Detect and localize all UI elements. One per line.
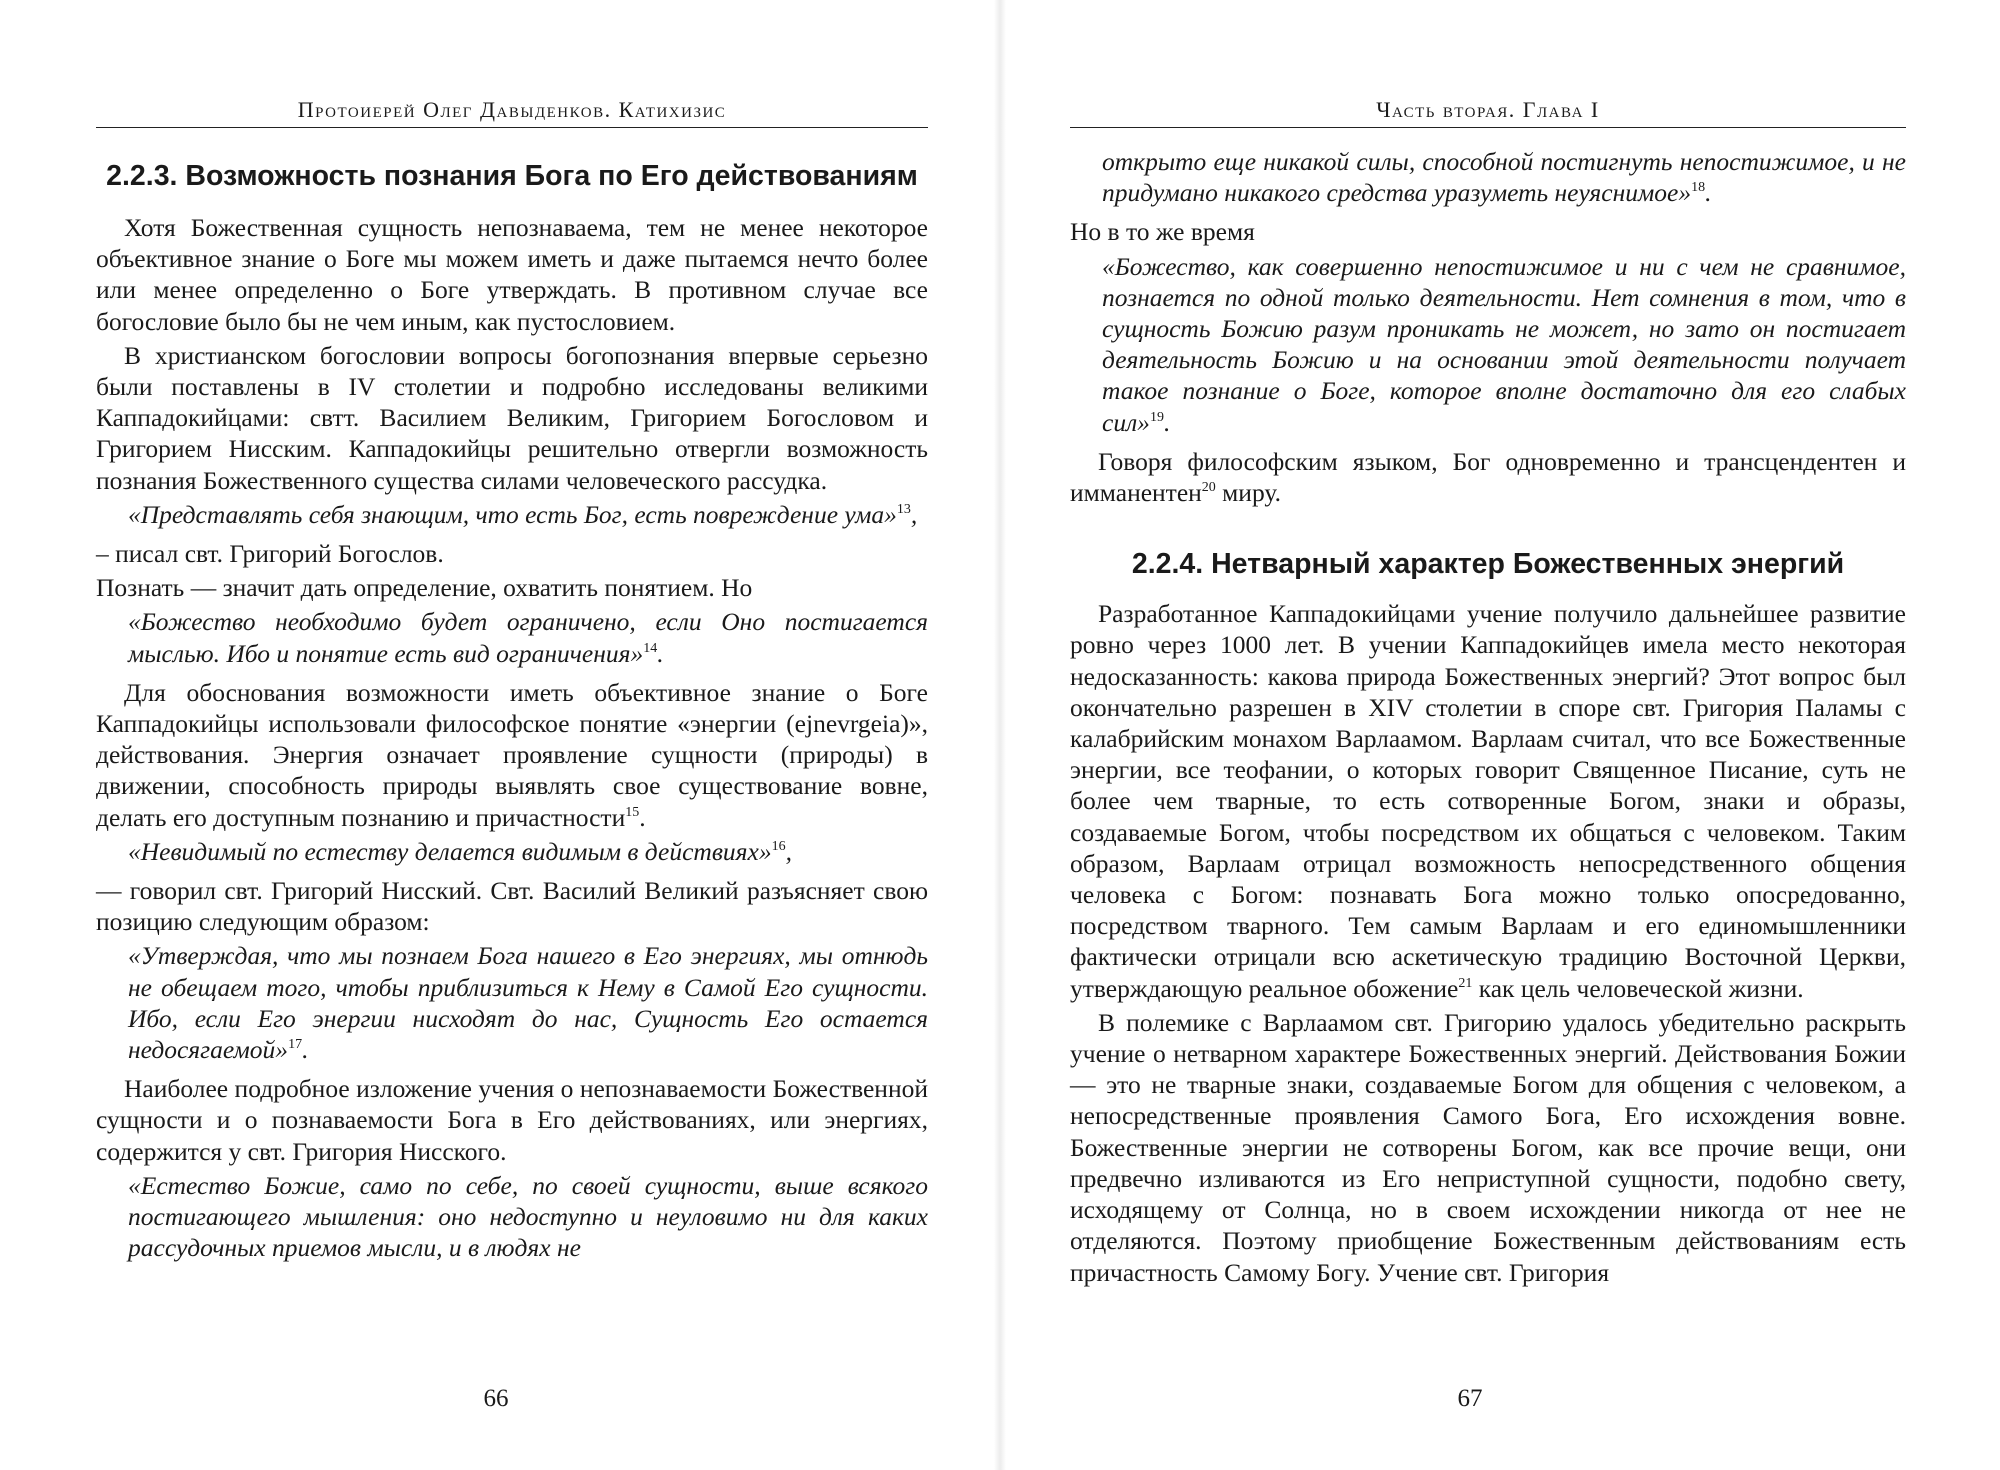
paragraph: В полемике с Варлаамом свт. Григорию удалось убедительно раскрыть учение о нетварном характере Божественных энергий. Действования Божии — это не тварные знаки, создаваемые Богом для общения с человеком, а непосредственные проявления Самого Бога, Его исхождения вовне. Божественные энергии не сотворены Богом, как все прочие вещи, они предвечно изливаются из Его неприступной сущности, подобно свету, исходящему от Солнца, но в своем исхождении никогда от нее не отделяются. Поэтому приобщение Божественным действованиям есть причастность Самому Богу. Учение свт. Григория (1070, 1007, 1906, 1287)
running-head-left: Протоиерей Олег Давыденков. Катихизис (96, 93, 928, 128)
quotation: «Невидимый по естеству делается видимым в действиях»$^{16}$, (128, 836, 792, 866)
right-page (1000, 0, 2000, 1470)
right-page-body (1070, 146, 1906, 1291)
left-page-body (96, 150, 928, 1272)
footnote-ref: 15 (625, 804, 640, 820)
paragraph: Говоря философским языком, Бог одновременно и трансцендентен и имманентен$^{20}$ миру. (1070, 446, 1906, 508)
paragraph: Но в то же время (1070, 217, 1255, 247)
paragraph: Хотя Божественная сущность непознаваема, тем не менее некоторое объективное знание о Боге мы можем иметь и даже пытаемся нечто более или менее определенно о Боге утверждать. В противном случае все богословие было бы не чем иным, как пустословием. (96, 213, 928, 336)
quotation: «Утверждая, что мы познаем Бога нашего в Его энергиях, мы отнюдь не обещаем того, чтобы приблизиться к Нему в Самой Его сущности. Ибо, если Его энергии нисходят до нас, Сущность Его остается недосягаемой»$^{17}$. (128, 941, 928, 1065)
footnote-ref: 18 (1691, 180, 1706, 196)
quotation: «Божество, как совершенно непостижимое и ни с чем не сравнимое, познается по одной только деятельности. Нет сомнения в том, что в сущность Божию разум проникать не может, но зато он постигает деятельность Божию и на основании этой деятельности получает такое познание о Боге, которое вполне достаточно для его слабых сил»$^{19}$. (1102, 251, 1906, 437)
footnote-ref: 19 (1149, 409, 1164, 425)
paragraph: Разработанное Каппадокийцами учение получило дальнейшее развитие ровно через 1000 лет. В учении Каппадокийцев имела место некоторая недосказанность: какова природа Божественных энергий? Этот вопрос был окончательно разрешен в XIV столетии в споре свт. Григория Паламы с калабрийским монахом Варлаамом. Варлаам считал, что все Божественные энергии, все теофании, о которых говорит Священное Писание, суть не более чем тварные, то есть сотворенные Богом, знаки и образы, создаваемые Богом, чтобы посредством их общаться с человеком. Таким образом, Варлаам отрицал возможность непосредственного общения человека с Богом: познавать Бога можно только опосредованно, посредством тварного. Тем самым Варлаам и его единомышленники фактически отрицали всю аскетическую традицию Восточной Церкви, утверждающую реальное обожение$^{21}$ как цель человеческой жизни. (1070, 599, 1906, 1003)
section-heading-2-2-3: 2.2.3. Возможность познания Бога по Его действованиям (106, 160, 918, 192)
footnote-ref: 17 (288, 1037, 303, 1053)
page-number-left: 66 (483, 1385, 509, 1412)
quotation: «Божество необходимо будет ограничено, если Оно постигается мыслью. Ибо и понятие есть вид ограничения»$^{14}$. (128, 607, 928, 668)
running-head-right: Часть вторая. Глава I (1070, 93, 1906, 128)
page-number-right: 67 (1457, 1385, 1483, 1412)
quotation: открыто еще никакой силы, способной постигнуть непостижимое, и не придумано никакого средства уразуметь неуяснимое»$^{18}$. (1102, 147, 1906, 208)
paragraph: — говорил свт. Григорий Нисский. Свт. Василий Великий разъясняет свою позицию следующим образом: (96, 876, 928, 937)
section-heading-2-2-4: 2.2.4. Нетварный характер Божественных энергий (1131, 548, 1845, 581)
paragraph: – писал свт. Григорий Богослов. (96, 539, 444, 569)
footnote-ref: 20 (1201, 480, 1216, 496)
paragraph: Для обоснования возможности иметь объективное знание о Боге Каппадокийцы использовали философское понятие «энергии (ejnevrgeia)», действования. Энергия означает проявление сущности (природы) в движении, способность природы выявлять свое существование вовне, делать его доступным познанию и причастности$^{15}$. (96, 677, 928, 832)
quotation: «Представлять себя знающим, что есть Бог, есть повреждение ума»$^{13}$, (128, 499, 918, 529)
footnote-ref: 21 (1458, 975, 1473, 991)
paragraph: В христианском богословии вопросы богопознания впервые серьезно были поставлены в IV столетии и подробно исследованы великими Каппадокийцами: свтт. Василием Великим, Григорием Богословом и Григорием Нисским. Каппадокийцы решительно отвергли возможность познания Божественного существа силами человеческого рассудка. (96, 340, 928, 495)
footnote-ref: 13 (896, 501, 911, 517)
paragraph: Наиболее подробное изложение учения о непознаваемости Божественной сущности и о познаваемости Бога в Его действованиях, или энергиях, содержится у свт. Григория Нисского. (96, 1074, 928, 1166)
footnote-ref: 14 (643, 640, 658, 656)
footnote-ref: 16 (771, 838, 786, 854)
paragraph: Познать — значит дать определение, охватить понятием. Но (96, 573, 753, 603)
quotation: «Естество Божие, само по себе, по своей сущности, выше всякого постигающего мышления: оно недоступно и неуловимо ни для каких рассудочных приемов мысли, и в людях не (128, 1170, 928, 1263)
